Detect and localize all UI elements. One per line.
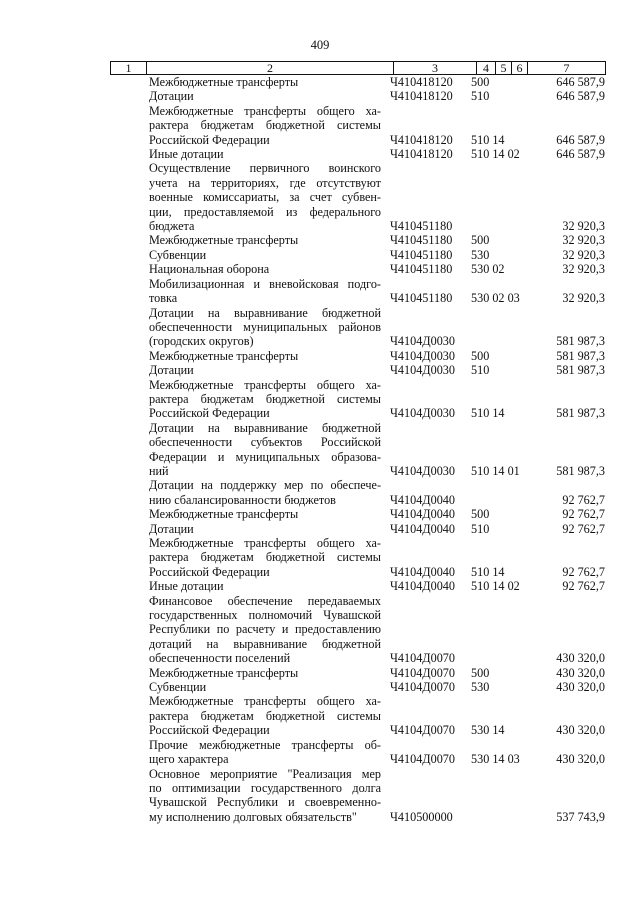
- description-line: Дотации на выравнивание бюджетной: [149, 305, 381, 320]
- row-description: [149, 89, 381, 103]
- table-row: [0, 694, 640, 737]
- amount: 430 320,0: [556, 723, 605, 738]
- group-section-codes: 530 02: [471, 262, 505, 277]
- row-description: [149, 507, 381, 521]
- table-row: [0, 767, 640, 825]
- description-line: Дотации на поддержку мер по обеспече-: [149, 478, 381, 493]
- target-article-code: Ч4104Д0070: [390, 680, 455, 695]
- target-article-code: Ч4104Д0030: [390, 406, 455, 421]
- target-article-code: Ч410451180: [390, 262, 453, 277]
- table-row: [0, 262, 640, 276]
- table-row: [0, 349, 640, 363]
- target-article-code: Ч4104Д0040: [390, 507, 455, 522]
- amount: 581 987,3: [556, 363, 605, 378]
- amount: 32 920,3: [562, 262, 605, 277]
- amount: 92 762,7: [562, 521, 605, 536]
- target-article-code: Ч4104Д0040: [390, 564, 455, 579]
- table-row: [0, 378, 640, 421]
- description-line: рактера бюджетам бюджетной системы: [149, 391, 381, 406]
- amount: 430 320,0: [556, 752, 605, 767]
- description-line: Основное мероприятие "Реализация мер: [149, 766, 381, 781]
- description-line: ции, предоставляемой из федерального: [149, 204, 381, 219]
- description-line: Российской Федерации: [149, 723, 270, 738]
- table-row: [0, 233, 640, 247]
- description-line: Мобилизационная и вневойсковая подго-: [149, 276, 381, 291]
- group-section-codes: 510: [471, 89, 490, 104]
- description-line: Субвенции: [149, 680, 207, 695]
- table-row: [0, 522, 640, 536]
- column-header-table: [110, 61, 606, 75]
- target-article-code: Ч410451180: [390, 247, 453, 262]
- row-description: [149, 522, 381, 536]
- target-article-code: Ч4104Д0070: [390, 723, 455, 738]
- row-description: [149, 680, 381, 694]
- row-description: [149, 363, 381, 377]
- amount: 92 762,7: [562, 492, 605, 507]
- row-description: [149, 579, 381, 593]
- target-article-code: Ч410418120: [390, 74, 453, 89]
- target-article-code: Ч4104Д0030: [390, 334, 455, 349]
- amount: 646 587,9: [556, 132, 605, 147]
- group-section-codes: 500: [471, 348, 490, 363]
- row-description: [149, 233, 381, 247]
- amount: 32 920,3: [562, 247, 605, 262]
- target-article-code: Ч410451180: [390, 219, 453, 234]
- description-line: Дотации: [149, 89, 194, 104]
- row-description: [149, 147, 381, 161]
- row-description: [149, 767, 381, 825]
- group-section-codes: 500: [471, 665, 490, 680]
- amount: 32 920,3: [562, 291, 605, 306]
- group-section-codes: 510: [471, 521, 490, 536]
- group-section-codes: 530: [471, 247, 490, 262]
- description-line: (городских округов): [149, 334, 254, 349]
- amount: 646 587,9: [556, 89, 605, 104]
- row-description: [149, 161, 381, 233]
- table-row: [0, 104, 640, 147]
- description-line: Дотации на выравнивание бюджетной: [149, 420, 381, 435]
- amount: 646 587,9: [556, 74, 605, 89]
- row-description: [149, 75, 381, 89]
- description-line: нию сбалансированности бюджетов: [149, 492, 336, 507]
- column-header-row: [111, 62, 606, 75]
- description-line: Осуществление первичного воинского: [149, 161, 381, 176]
- table-row: [0, 277, 640, 306]
- amount: 581 987,3: [556, 406, 605, 421]
- target-article-code: Ч4104Д0040: [390, 492, 455, 507]
- target-article-code: Ч410418120: [390, 89, 453, 104]
- group-section-codes: 510: [471, 363, 490, 378]
- group-section-codes: 530 14: [471, 723, 505, 738]
- table-row: [0, 536, 640, 579]
- row-description: [149, 478, 381, 507]
- target-article-code: Ч4104Д0070: [390, 665, 455, 680]
- target-article-code: Ч4104Д0070: [390, 651, 455, 666]
- description-line: Межбюджетные трансферты: [149, 665, 299, 680]
- group-section-codes: 510 14: [471, 132, 505, 147]
- description-line: бюджета: [149, 219, 195, 234]
- description-line: Межбюджетные трансферты общего ха-: [149, 694, 381, 709]
- group-section-codes: 510 14 02: [471, 579, 520, 594]
- amount: 581 987,3: [556, 463, 605, 478]
- description-line: Субвенции: [149, 247, 207, 262]
- description-line: Дотации: [149, 521, 194, 536]
- target-article-code: Ч4104Д0030: [390, 363, 455, 378]
- table-row: [0, 666, 640, 680]
- group-section-codes: 510 14 02: [471, 147, 520, 162]
- target-article-code: Ч4104Д0030: [390, 463, 455, 478]
- description-line: Российской Федерации: [149, 564, 270, 579]
- target-article-code: Ч4104Д0040: [390, 579, 455, 594]
- table-row: [0, 248, 640, 262]
- target-article-code: Ч4104Д0030: [390, 348, 455, 363]
- page-number: 409: [310, 38, 330, 52]
- description-line: Республики по расчету и предоставлению: [149, 622, 381, 637]
- description-line: Прочие межбюджетные трансферты об-: [149, 737, 381, 752]
- row-description: [149, 378, 381, 421]
- target-article-code: Ч410500000: [390, 809, 453, 824]
- amount: 537 743,9: [556, 809, 605, 824]
- table-row: [0, 579, 640, 593]
- description-line: Национальная оборона: [149, 262, 270, 277]
- group-section-codes: 500: [471, 233, 490, 248]
- amount: 581 987,3: [556, 334, 605, 349]
- group-section-codes: 510 14: [471, 564, 505, 579]
- group-section-codes: 510 14 01: [471, 463, 520, 478]
- amount: 430 320,0: [556, 680, 605, 695]
- row-description: [149, 277, 381, 306]
- row-description: [149, 349, 381, 363]
- description-line: государственных полномочий Чувашской: [149, 608, 381, 623]
- row-description: [149, 248, 381, 262]
- amount: 430 320,0: [556, 651, 605, 666]
- description-line: щего характера: [149, 752, 229, 767]
- column-header-3: 3: [394, 62, 477, 75]
- group-section-codes: 500: [471, 74, 490, 89]
- description-line: Межбюджетные трансферты общего ха-: [149, 536, 381, 550]
- description-line: военные комиссариаты, за счет субвен-: [149, 190, 381, 205]
- row-description: [149, 738, 381, 767]
- table-row: [0, 161, 640, 233]
- amount: 92 762,7: [562, 507, 605, 522]
- column-header-1: 1: [111, 62, 147, 75]
- description-line: рактера бюджетам бюджетной системы: [149, 118, 381, 133]
- table-row: [0, 421, 640, 479]
- table-row: [0, 75, 640, 89]
- description-line: обеспеченности субъектов Российской: [149, 435, 381, 450]
- amount: 92 762,7: [562, 564, 605, 579]
- description-line: Межбюджетные трансферты: [149, 75, 299, 89]
- description-line: Российской Федерации: [149, 132, 270, 147]
- row-description: [149, 536, 381, 579]
- table-row: [0, 147, 640, 161]
- description-line: Иные дотации: [149, 579, 224, 594]
- amount: 430 320,0: [556, 665, 605, 680]
- column-header-2: 2: [147, 62, 394, 75]
- amount: 92 762,7: [562, 579, 605, 594]
- group-section-codes: 530: [471, 680, 490, 695]
- row-description: [149, 421, 381, 479]
- target-article-code: Ч410418120: [390, 147, 453, 162]
- row-description: [149, 694, 381, 737]
- table-row: [0, 738, 640, 767]
- row-description: [149, 666, 381, 680]
- target-article-code: Ч410418120: [390, 132, 453, 147]
- description-line: Межбюджетные трансферты общего ха-: [149, 377, 381, 392]
- description-line: дотаций на выравнивание бюджетной: [149, 636, 381, 651]
- budget-table-body: [0, 75, 640, 824]
- row-description: [149, 306, 381, 349]
- description-line: му исполнению долговых обязательств": [149, 809, 357, 824]
- description-line: Межбюджетные трансферты общего ха-: [149, 103, 381, 118]
- target-article-code: Ч410451180: [390, 291, 453, 306]
- group-section-codes: 510 14: [471, 406, 505, 421]
- target-article-code: Ч410451180: [390, 233, 453, 248]
- target-article-code: Ч4104Д0070: [390, 752, 455, 767]
- description-line: рактера бюджетам бюджетной системы: [149, 550, 381, 565]
- table-row: [0, 478, 640, 507]
- column-header-7: 7: [528, 62, 606, 75]
- table-row: [0, 363, 640, 377]
- amount: 32 920,3: [562, 233, 605, 248]
- description-line: обеспеченности поселений: [149, 651, 291, 666]
- description-line: Российской Федерации: [149, 406, 270, 421]
- table-row: [0, 306, 640, 349]
- table-row: [0, 507, 640, 521]
- description-line: рактера бюджетам бюджетной системы: [149, 708, 381, 723]
- group-section-codes: 500: [471, 507, 490, 522]
- table-row: [0, 594, 640, 666]
- description-line: Финансовое обеспечение передаваемых: [149, 593, 381, 608]
- amount: 32 920,3: [562, 219, 605, 234]
- column-header-6: 6: [512, 62, 528, 75]
- table-row: [0, 89, 640, 103]
- group-section-codes: 530 02 03: [471, 291, 520, 306]
- row-description: [149, 104, 381, 147]
- description-line: Дотации: [149, 363, 194, 378]
- description-line: Чувашской Республики и своевременно-: [149, 795, 381, 810]
- table-row: [0, 680, 640, 694]
- column-header-4: 4: [477, 62, 496, 75]
- amount: 581 987,3: [556, 348, 605, 363]
- row-description: [149, 594, 381, 666]
- description-line: Межбюджетные трансферты: [149, 507, 299, 522]
- description-line: по оптимизации государственного долга: [149, 780, 381, 795]
- description-line: Федерации и муниципальных образова-: [149, 449, 381, 464]
- description-line: учета на территориях, где отсутствуют: [149, 175, 381, 190]
- description-line: товка: [149, 291, 178, 306]
- description-line: Межбюджетные трансферты: [149, 348, 299, 363]
- target-article-code: Ч4104Д0040: [390, 521, 455, 536]
- amount: 646 587,9: [556, 147, 605, 162]
- description-line: Межбюджетные трансферты: [149, 233, 299, 248]
- description-line: ний: [149, 463, 169, 478]
- description-line: Иные дотации: [149, 147, 224, 162]
- row-description: [149, 262, 381, 276]
- group-section-codes: 530 14 03: [471, 752, 520, 767]
- column-header-5: 5: [496, 62, 512, 75]
- description-line: обеспеченности муниципальных районов: [149, 319, 381, 334]
